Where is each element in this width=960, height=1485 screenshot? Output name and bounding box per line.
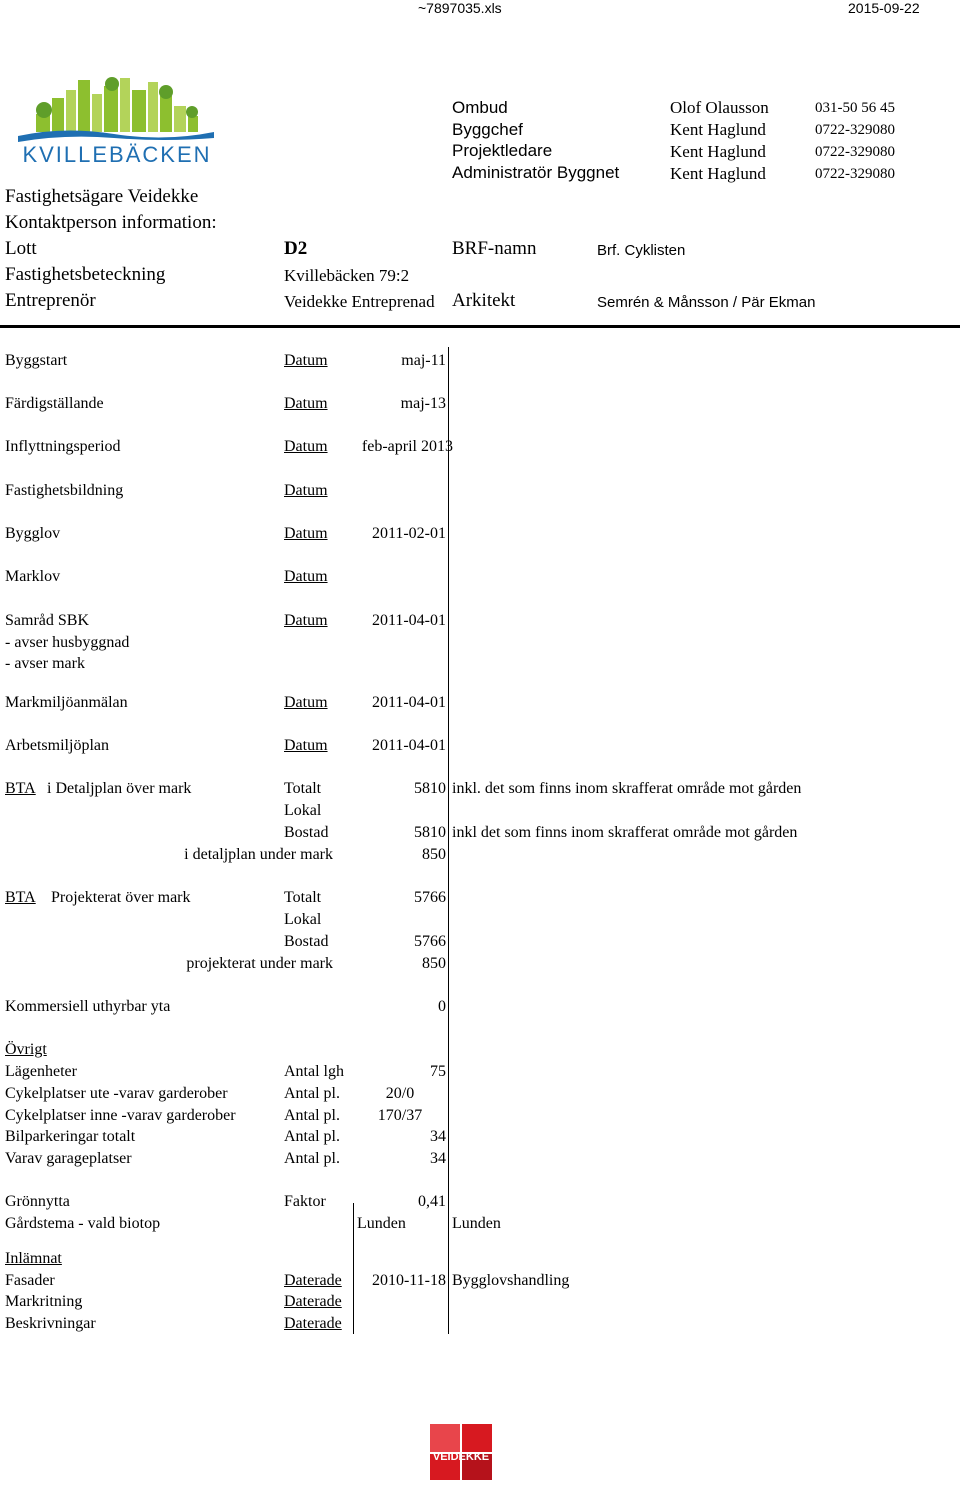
brf-label: BRF-namn xyxy=(452,238,537,259)
ovrigt-value-cykel-ute: 20/0 xyxy=(385,1085,415,1102)
date-label-bygglov: Bygglov xyxy=(5,525,61,542)
date-key-fardig: Datum xyxy=(284,395,328,412)
bta1-undermark-value: 850 xyxy=(422,846,446,863)
ovrigt-label-cykel-inne: Cykelplatser inne -varav garderober xyxy=(5,1107,236,1124)
lott-value: D2 xyxy=(284,238,308,259)
print-date: 2015-09-22 xyxy=(848,0,920,16)
date-value-inflytt: feb-april 2013 xyxy=(361,438,453,455)
gron-label: Grönnytta xyxy=(5,1193,70,1210)
ovrigt-unit-lagenheter: Antal lgh xyxy=(284,1063,344,1080)
inlamnat-label-markritning: Markritning xyxy=(5,1293,83,1310)
bta1-prefix: BTA xyxy=(5,780,36,797)
ovrigt-value-cykel-inne: 170/37 xyxy=(377,1107,423,1124)
bta1-totalt-label: Totalt xyxy=(284,780,322,797)
bta2-lokal-label: Lokal xyxy=(284,911,322,928)
contact-phone-2: 0722-329080 xyxy=(815,122,895,138)
contact-info: Kontaktperson information: xyxy=(5,212,217,233)
contact-role-4: Administratör Byggnet xyxy=(452,163,620,182)
entreprenor-label: Entreprenör xyxy=(5,290,96,311)
contact-name-4: Kent Haglund xyxy=(670,164,766,183)
contact-phone-3: 0722-329080 xyxy=(815,144,895,160)
gron-unit: Faktor xyxy=(284,1193,326,1210)
date-key-fastbild: Datum xyxy=(284,482,328,499)
date-key-arbetsmiljo: Datum xyxy=(284,737,328,754)
bta1-totalt-value: 5810 xyxy=(414,780,446,797)
date-label-fastbild: Fastighetsbildning xyxy=(5,482,124,499)
contact-name-3: Kent Haglund xyxy=(670,142,766,161)
logo-text: KVILLEBÄCKEN xyxy=(22,142,212,166)
date-key-byggstart: Datum xyxy=(284,352,328,369)
bta2-prefix: BTA xyxy=(5,889,36,906)
veidekke-logo-text: VEIDEKKE xyxy=(432,1451,490,1463)
owner: Fastighetsägare Veidekke xyxy=(5,186,199,207)
ovrigt-label-lagenheter: Lägenheter xyxy=(5,1063,77,1080)
date-label-byggstart: Byggstart xyxy=(5,352,68,369)
filename: ~7897035.xls xyxy=(418,0,502,16)
ovrigt-label-cykel-ute: Cykelplatser ute -varav garderober xyxy=(5,1085,228,1102)
date-label-inflytt: Inflyttningsperiod xyxy=(5,438,121,455)
bta2-title: Projekterat över mark xyxy=(51,889,191,906)
inlamnat-note-fasader: Bygglovshandling xyxy=(452,1272,570,1289)
ovrigt-unit-garage: Antal pl. xyxy=(284,1150,340,1167)
gardstema-value: Lunden xyxy=(357,1215,406,1232)
date-key-bygglov: Datum xyxy=(284,525,328,542)
inlamnat-key-markritning: Daterade xyxy=(284,1293,342,1310)
fastighet-value: Kvillebäcken 79:2 xyxy=(284,266,410,285)
ovrigt-title: Övrigt xyxy=(5,1041,47,1058)
brf-value: Brf. Cyklisten xyxy=(597,242,686,259)
bta2-undermark-value: 850 xyxy=(422,955,446,972)
inlamnat-title: Inlämnat xyxy=(5,1250,62,1267)
bta1-totalt-note: inkl. det som finns inom skrafferat område mot gården xyxy=(452,780,802,797)
gardstema-label: Gårdstema - vald biotop xyxy=(5,1215,161,1232)
grid-line-right xyxy=(448,347,449,1334)
ovrigt-value-lagenheter: 75 xyxy=(430,1063,446,1080)
top-header xyxy=(0,0,960,16)
veidekke-logo xyxy=(430,1424,492,1480)
date-key-markmiljo: Datum xyxy=(284,694,328,711)
arkitekt-value: Semrén & Månsson / Pär Ekman xyxy=(597,294,816,311)
kommersiell-label: Kommersiell uthyrbar yta xyxy=(5,998,171,1015)
bta1-lokal-label: Lokal xyxy=(284,802,322,819)
contact-name-1: Olof Olausson xyxy=(670,98,769,117)
date-value-fardig: maj-13 xyxy=(400,395,446,412)
grid-line-left xyxy=(353,1203,354,1334)
ovrigt-value-garage: 34 xyxy=(430,1150,446,1167)
bta1-bostad-note: inkl det som finns inom skrafferat område mot gården xyxy=(452,824,798,841)
date-label-samrad: Samråd SBK xyxy=(5,612,89,629)
inlamnat-label-beskrivningar: Beskrivningar xyxy=(5,1315,96,1332)
ovrigt-label-garage: Varav garageplatser xyxy=(5,1150,132,1167)
date-label-arbetsmiljo: Arbetsmiljöplan xyxy=(5,737,109,754)
date-label-markmiljo: Markmiljöanmälan xyxy=(5,694,128,711)
samrad-sub-mark: - avser mark xyxy=(5,655,85,672)
bta2-bostad-value: 5766 xyxy=(414,933,446,950)
bta1-bostad-label: Bostad xyxy=(284,824,329,841)
date-label-fardig: Färdigställande xyxy=(5,395,104,412)
inlamnat-value-fasader: 2010-11-18 xyxy=(371,1272,446,1289)
arkitekt-label: Arkitekt xyxy=(452,290,516,311)
inlamnat-label-fasader: Fasader xyxy=(5,1272,55,1289)
fastighet-label: Fastighetsbeteckning xyxy=(5,264,166,285)
ovrigt-unit-bilparkering: Antal pl. xyxy=(284,1128,340,1145)
section-divider xyxy=(0,325,960,328)
inlamnat-key-beskrivningar: Daterade xyxy=(284,1315,342,1332)
kommersiell-value: 0 xyxy=(438,998,446,1015)
contact-role-3: Projektledare xyxy=(452,141,553,160)
ovrigt-value-bilparkering: 34 xyxy=(430,1128,446,1145)
inlamnat-key-fasader: Daterade xyxy=(284,1272,342,1289)
date-label-marklov: Marklov xyxy=(5,568,61,585)
kvillebacken-logo xyxy=(14,76,220,166)
bta2-totalt-label: Totalt xyxy=(284,889,322,906)
ovrigt-label-bilparkering: Bilparkeringar totalt xyxy=(5,1128,136,1145)
lott-label: Lott xyxy=(5,238,37,259)
ovrigt-unit-cykel-inne: Antal pl. xyxy=(284,1107,340,1124)
date-value-markmiljo: 2011-04-01 xyxy=(371,694,446,711)
bta2-bostad-label: Bostad xyxy=(284,933,329,950)
bta1-title: i Detaljplan över mark xyxy=(47,780,192,797)
contact-role-1: Ombud xyxy=(452,98,508,117)
gron-value: 0,41 xyxy=(418,1193,446,1210)
contact-role-2: Byggchef xyxy=(452,120,523,139)
date-value-byggstart: maj-11 xyxy=(401,352,446,369)
date-value-samrad: 2011-04-01 xyxy=(371,612,446,629)
samrad-sub-husbyggnad: - avser husbyggnad xyxy=(5,634,130,651)
date-key-inflytt: Datum xyxy=(284,438,328,455)
bta1-bostad-value: 5810 xyxy=(414,824,446,841)
gardstema-value-2: Lunden xyxy=(452,1215,501,1232)
bta1-undermark-label: i detaljplan under mark xyxy=(184,846,333,863)
entreprenor-value: Veidekke Entreprenad xyxy=(284,292,435,311)
ovrigt-unit-cykel-ute: Antal pl. xyxy=(284,1085,340,1102)
contact-name-2: Kent Haglund xyxy=(670,120,766,139)
date-value-arbetsmiljo: 2011-04-01 xyxy=(371,737,446,754)
bta2-undermark-label: projekterat under mark xyxy=(186,955,333,972)
bta2-totalt-value: 5766 xyxy=(414,889,446,906)
date-key-samrad: Datum xyxy=(284,612,328,629)
contact-phone-1: 031-50 56 45 xyxy=(815,100,895,116)
contact-phone-4: 0722-329080 xyxy=(815,166,895,182)
date-key-marklov: Datum xyxy=(284,568,328,585)
date-value-bygglov: 2011-02-01 xyxy=(371,525,446,542)
